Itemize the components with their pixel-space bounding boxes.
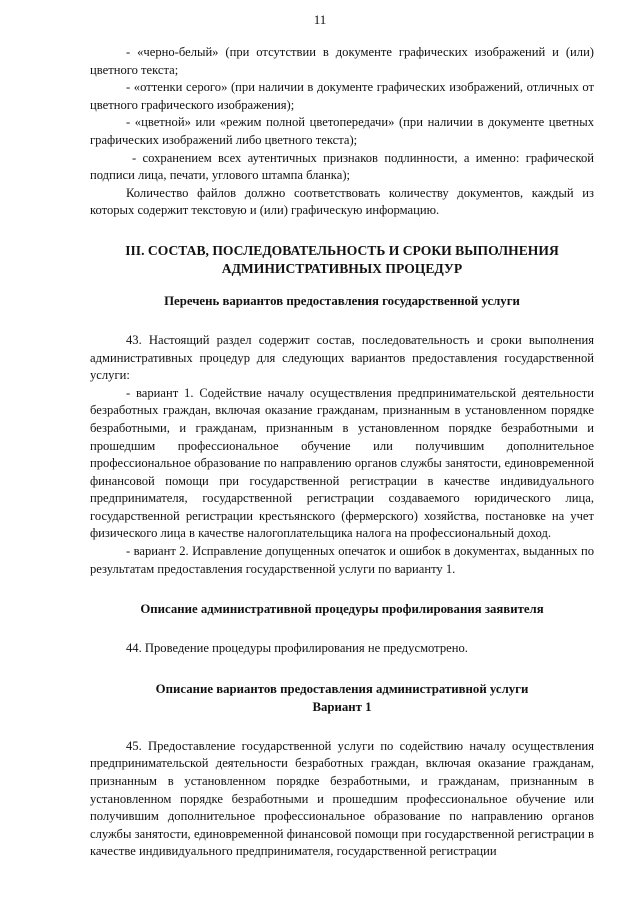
section-title-line1: III. СОСТАВ, ПОСЛЕДОВАТЕЛЬНОСТЬ И СРОКИ ВЫПОЛНЕНИЯ (125, 242, 559, 258)
description-heading: Описание вариантов предоставления административной услуги (155, 681, 529, 696)
variant-1-item: - вариант 1. Содействие началу осуществления предпринимательской деятельности безработных граждан, включая оказание гражданам, признанным в установленном порядке безработными, и гражданам, признанным в установленном порядке безработными и прошедшим профессиональное обучение или получившим дополнительное профессиональное образование по направлению органов службы занятости, единовременной финансовой помощи при государственной регистрации в качестве индивидуального предпринимателя, государственной регистрации создаваемого юридического лица, государственной регистрации крестьянского (фермерского) хозяйства, постановке на учет физического лица в качестве налогоплательщика налога на профессиональный доход. (90, 385, 594, 541)
section-title-line2: АДМИНИСТРАТИВНЫХ ПРОЦЕДУР (221, 260, 463, 276)
page-number: 11 (313, 12, 327, 27)
variants-heading: Перечень вариантов предоставления государственной услуги (164, 293, 520, 308)
section-title (90, 242, 594, 278)
list-item-bw: - «черно-белый» (при отсутствии в документе графических изображений и (или) цветного текста; (90, 45, 594, 77)
list-item-gray: - «оттенки серого» (при наличии в документе графических изображений, отличных от цветного графического изображения); (90, 80, 594, 112)
files-paragraph: Количество файлов должно соответствовать количеству документов, каждый из которых содержит текстовую и (или) графическую информацию. (90, 185, 594, 218)
list-item-authenticity: - сохранением всех аутентичных признаков подлинности, а именно: графической подписи лица, печати, углового штампа бланка); (90, 150, 594, 183)
paragraph-44: 44. Проведение процедуры профилирования не предусмотрено. (126, 641, 468, 656)
paragraph-43: 43. Настоящий раздел содержит состав, последовательность и сроки выполнения административных процедур для следующих вариантов предоставления государственной услуги: (90, 332, 594, 383)
list-item-color: - «цветной» или «режим полной цветопередачи» (при наличии в документе цветных графических изображений либо цветного текста); (90, 115, 594, 147)
variant-2-item: - вариант 2. Исправление допущенных опечаток и ошибок в документах, выданных по результатам предоставления государственной услуги по варианту 1. (90, 544, 594, 576)
document-body (90, 44, 594, 861)
variant-1-heading: Вариант 1 (312, 699, 372, 714)
paragraph-45: 45. Предоставление государственной услуги по содействию началу осуществления предпринимательской деятельности безработных граждан, включая оказание гражданам, признанным в установленном порядке безработными, и гражданам, признанным в установленном порядке безработными и прошедшим профессиональное обучение или получившим дополнительное профессиональное образование по направлению органов службы занятости, единовременной финансовой помощи при государственной регистрации в качестве индивидуального предпринимателя, государственной регистрации (90, 738, 594, 859)
profiling-heading: Описание административной процедуры профилирования заявителя (140, 602, 544, 617)
